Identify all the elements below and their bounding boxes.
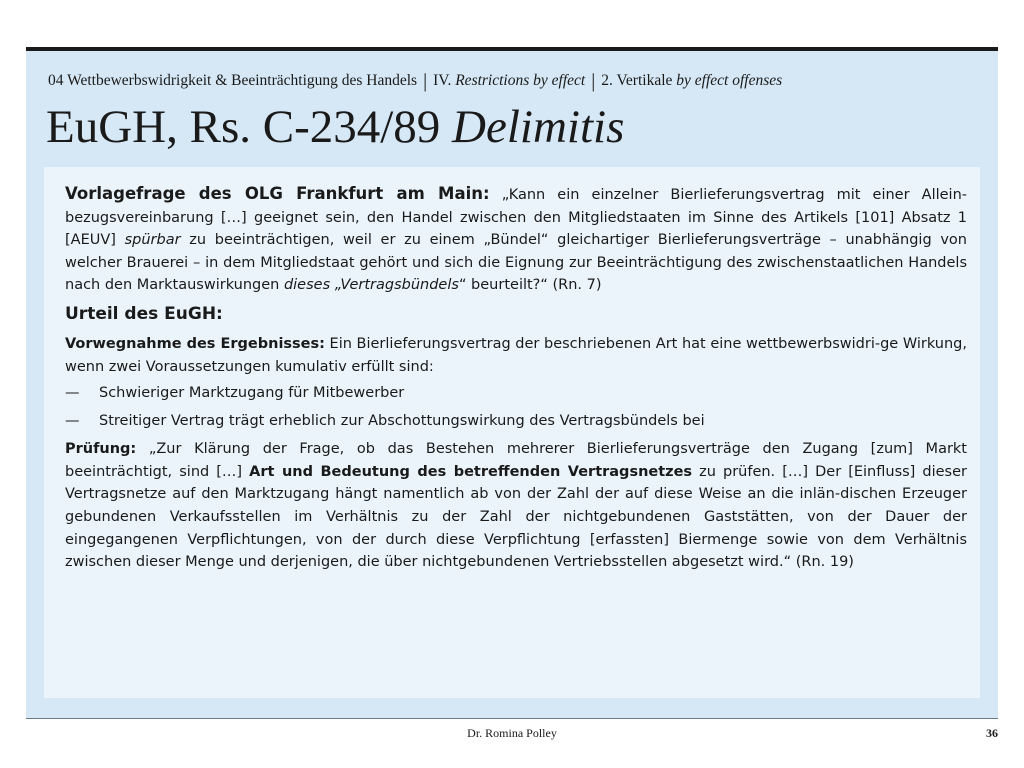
dash-bullet: — bbox=[65, 413, 80, 430]
footer-author: Dr. Romina Polley bbox=[467, 726, 557, 740]
breadcrumb bbox=[48, 72, 782, 90]
condition-item bbox=[65, 382, 967, 404]
judgment-heading: Urteil des EuGH: bbox=[65, 303, 223, 324]
content bbox=[65, 183, 967, 574]
referral-question-label: Vorlagefrage des OLG Frankfurt am Main: bbox=[65, 184, 490, 203]
examination-label: Prüfung: bbox=[65, 441, 137, 458]
breadcrumb-separator-2: | bbox=[591, 70, 596, 92]
breadcrumb-chapter: IV. Restrictions by effect bbox=[433, 72, 586, 89]
breadcrumb-subchapter: 2. Vertikale by effect offenses bbox=[601, 72, 783, 89]
result-anticipation: Vorwegnahme des Ergebnisses: Ein Bierlieferungsvertrag der beschriebenen Art hat eine wettbewerbswidri-ge Wirkung, wenn zwei Voraussetzungen kumulativ erfüllt sind: bbox=[65, 335, 967, 375]
result-anticipation-label: Vorwegnahme des Ergebnisses: bbox=[65, 335, 325, 352]
condition-text: Streitiger Vertrag trägt erheblich zur Abschottungswirkung des Vertragsbündels bei bbox=[99, 413, 705, 430]
bottom-rule bbox=[26, 718, 998, 719]
page-number: 36 bbox=[986, 726, 998, 740]
referral-question: Vorlagefrage des OLG Frankfurt am Main: „Kann ein einzelner Bierlieferungsvertrag mit einer Allein-bezugsvereinbarung […] geeignet sein, den Handel zwischen den Mitgliedstaaten im Sinne des Artikels [101] Absatz 1 [AEUV] spürbar zu beeinträchtigen, weil er zu einem „Bündel“ gleichartiger Bierlieferungsverträge – unabhängig von welcher Brauerei – in dem Mitgliedstaat gehört und sich die Eignung zur Beeinträchtigung des zwischenstaatlichen Handels nach den Marktauswirkungen dieses „Vertragsbündels“ beurteilt?“ (Rn. 7) bbox=[65, 184, 967, 294]
examination: Prüfung: „Zur Klärung der Frage, ob das Bestehen mehrerer Bierlieferungsverträge den Zugang [zum] Markt beeinträchtigt, sind […] Art und Bedeutung des betreffenden Vertragsnetzes zu prüfen. […] Der [Einfluss] dieser Vertragsnetze auf den Marktzugang hängt namentlich ab von der Zahl der auf diese Weise an die inlän-dischen Erzeuger gebundenen Verkaufsstellen im Verhältnis zu der Zahl der nichtgebundenen Gaststätten, von der Dauer der eingegangenen Verpflichtungen, von der durch diese Verpflichtung [erfassten] Biermenge sowie von dem Verhältnis zwischen dieser Menge und derjenigen, die über nichtgebundenen Vertriebsstellen abgesetzt wird.“ (Rn. 19) bbox=[65, 441, 967, 571]
page-title: EuGH, Rs. C-234/89 Delimitis bbox=[46, 101, 625, 153]
breadcrumb-section: 04 Wettbewerbswidrigkeit & Beeinträchtigung des Handels bbox=[48, 72, 418, 89]
dash-bullet: — bbox=[65, 385, 80, 402]
condition-text: Schwieriger Marktzugang für Mitbewerber bbox=[99, 385, 405, 402]
condition-item bbox=[65, 410, 967, 432]
breadcrumb-separator: | bbox=[423, 70, 428, 92]
